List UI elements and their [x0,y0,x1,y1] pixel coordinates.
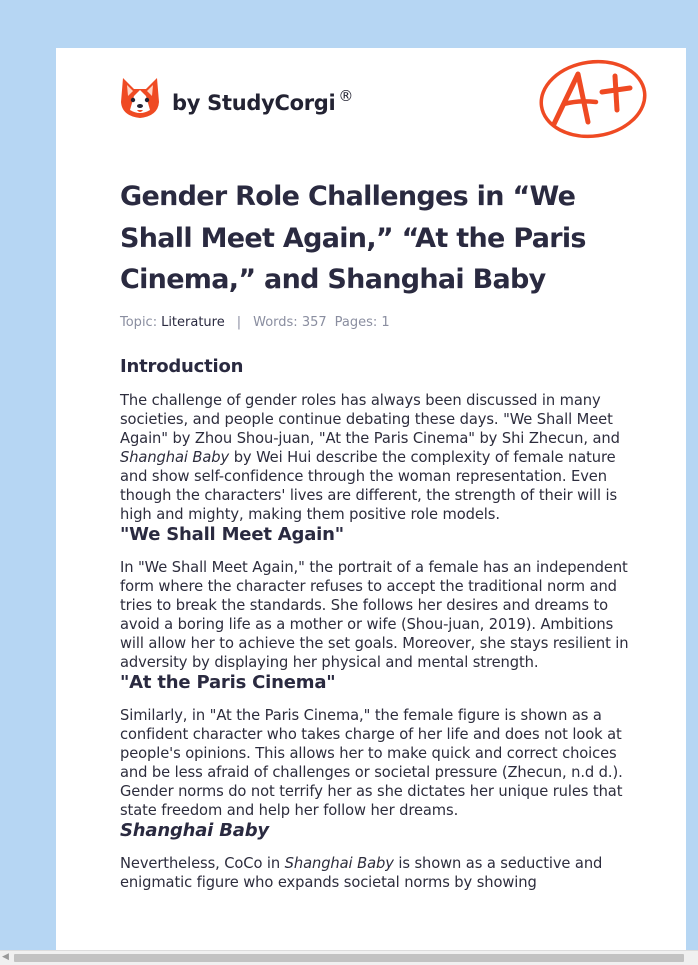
page-count: Pages: 1 [334,314,390,330]
paragraph-we-shall-meet-again: In "We Shall Meet Again," the portrait of a female has an independent form where the character refuses to accept the traditional norm and tries to break the standards. She follows her desires and dreams to avoid a boring life as a mother or wife (Shou-juan, 2019). Ambitions will allow her to achieve the set goals. Moreover, she stays resilient in adversity by displaying her physical and mental strength. [120,558,629,671]
section-heading-shanghai-baby: Shanghai Baby [120,819,269,841]
grade-a-plus-badge [538,58,648,140]
scrollbar-thumb[interactable] [14,954,684,962]
essay-content [120,176,632,892]
horizontal-scrollbar[interactable] [0,950,698,965]
section-heading-introduction: Introduction [120,355,244,377]
scroll-left-arrow-icon[interactable]: ◀ [2,952,9,962]
paragraph-introduction: The challenge of gender roles has always been discussed in many societies, and people continue debating these days. "We Shall Meet Again" by Zhou Shou-juan, "At the Paris Cinema" by Shi Zhecun, and Shanghai Baby by Wei Hui describe the complexity of female nature and show self-confidence through the woman representation. Even though the characters' lives are different, the strength of their will is high and mighty, making them positive role models. [120,391,620,523]
topic-label: Topic: [120,314,158,330]
corgi-icon [120,76,160,120]
word-count: Words: 357 [253,314,327,330]
section-heading-we-shall-meet-again: "We Shall Meet Again" [120,523,344,545]
paragraph-shanghai-baby: Nevertheless, CoCo in Shanghai Baby is shown as a seductive and enigmatic figure who expands societal norms by showing [120,854,603,891]
logo-text: by StudyCorgi ® [172,87,354,115]
page-title: Gender Role Challenges in “We Shall Meet Again,” “At the Paris Cinema,” and Shanghai Baby [120,181,586,295]
topic-link[interactable]: Literature [161,314,225,330]
section-heading-at-the-paris-cinema: "At the Paris Cinema" [120,671,336,693]
paragraph-at-the-paris-cinema: Similarly, in "At the Paris Cinema," the female figure is shown as a confident character who takes charge of her life and does not look at people's opinions. This allows her to make quick and correct choices and be less afraid of challenges or societal pressure (Zhecun, n.d d.). Gender norms do not terrify her as she dictates her unique rules that state freedom and help her follow her dreams. [120,706,623,819]
essay-meta [120,315,632,330]
meta-separator: | [236,314,242,330]
document-page [56,48,686,964]
studycorgi-logo[interactable] [120,76,353,120]
